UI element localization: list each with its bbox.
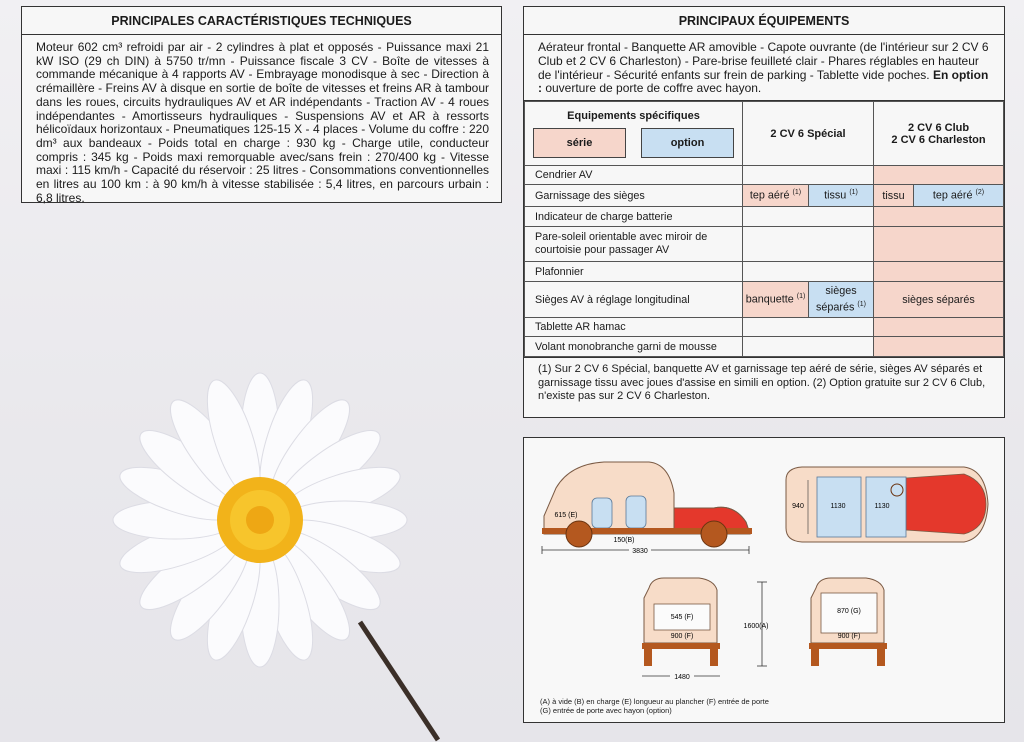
- row-label: Cendrier AV: [525, 166, 743, 185]
- row-label: Pare-soleil orientable avec miroir de courtoisie pour passager AV: [525, 227, 743, 262]
- equipment-footnotes: (1) Sur 2 CV 6 Spécial, banquette AV et garnissage tep aéré de série, sièges AV séparés et garnissage tissu avec joues d'assise en simili en option. (2) Option gratuite sur 2 CV 6 Club, n'existe pas sur 2 CV 6 Charleston.: [524, 357, 1004, 404]
- cell-special: [743, 207, 874, 227]
- cell-club-serie: sièges séparés: [874, 282, 1004, 318]
- table-row: [525, 227, 1004, 262]
- daisy-flower-illustration: [70, 340, 440, 742]
- dim-e: 615 (E): [554, 512, 578, 519]
- row-label: Garnissage des sièges: [525, 185, 743, 207]
- car-side-view: [542, 462, 752, 555]
- dim-length: 3830: [632, 548, 648, 555]
- cell-special: [743, 166, 874, 185]
- cell-special-option: tissu $^{(1)}$: [809, 185, 874, 207]
- col-header-charleston: 2 CV 6 Charleston: [891, 133, 986, 146]
- row-label: Sièges AV à réglage longitudinal: [525, 282, 743, 318]
- cell-club: [874, 337, 1004, 357]
- cell-special: [743, 227, 874, 262]
- equip-intro-text: [524, 35, 1004, 101]
- serie-swatch: série: [533, 128, 626, 158]
- dim-940: 940: [792, 503, 804, 510]
- cell-club: [874, 262, 1004, 282]
- cell-special-option: sièges séparés $^{(1)}$: [809, 282, 874, 318]
- equip-intro-body: Aérateur frontal - Banquette AR amovible - Capote ouvrante (de l'intérieur sur 2 CV 6 Club et 2 CV 6 Charleston) - Pare-brise feuilleté clair - Phares réglables en hauteur de l'intérieur - Sécurité enfants sur frein de parking - Tablette vide poches.: [538, 40, 989, 82]
- row-label: Tablette AR hamac: [525, 318, 743, 337]
- diagram-legend: [540, 697, 769, 715]
- row-label: Volant monobranche garni de mousse: [525, 337, 743, 357]
- dim-870: 870 (G): [837, 608, 861, 615]
- cell-club: [874, 207, 1004, 227]
- col-header-club-charleston: [874, 102, 1004, 166]
- car-top-view: [786, 467, 988, 542]
- legend-title: Equipements spécifiques: [567, 109, 700, 122]
- equip-title: PRINCIPAUX ÉQUIPEMENTS: [524, 7, 1004, 35]
- legend-cell: [525, 102, 743, 166]
- option-label: En option :: [538, 67, 989, 96]
- col-header-club: 2 CV 6 Club: [907, 121, 970, 134]
- diagram-legend-line-2: (G) entrée de porte avec hayon (option): [540, 706, 672, 715]
- option-text: ouverture de porte de coffre avec hayon.: [542, 81, 762, 96]
- cell-club: [874, 166, 1004, 185]
- dim-1130-a: 1130: [830, 503, 846, 510]
- option-swatch: option: [641, 128, 734, 158]
- table-row: [525, 337, 1004, 357]
- dimensions-diagram-panel: [523, 437, 1005, 723]
- cell-special-serie: banquette $^{(1)}$: [743, 282, 809, 318]
- table-header-row: [525, 102, 1004, 166]
- car-rear-view-right: [809, 578, 887, 666]
- table-row: [525, 207, 1004, 227]
- table-row: [525, 282, 1004, 318]
- row-label: Plafonnier: [525, 262, 743, 282]
- tech-title: PRINCIPALES CARACTÉRISTIQUES TECHNIQUES: [22, 7, 501, 35]
- height-dimension: [744, 582, 769, 666]
- row-label: Indicateur de charge batterie: [525, 207, 743, 227]
- diagram-legend-line-1: (A) à vide (B) en charge (E) longueur au plancher (F) entrée de porte: [540, 697, 769, 706]
- dim-1600: 1600(A): [743, 623, 769, 630]
- cell-club: [874, 318, 1004, 337]
- dim-900-b: 900 (F): [837, 633, 861, 640]
- table-row: [525, 262, 1004, 282]
- dim-545: 545 (F): [670, 614, 694, 621]
- technical-specs-panel: [21, 6, 502, 203]
- col-header-special: 2 CV 6 Spécial: [743, 102, 874, 166]
- table-row: [525, 318, 1004, 337]
- equipment-panel: [523, 6, 1005, 418]
- dim-900-a: 900 (F): [670, 633, 694, 640]
- cell-special: [743, 262, 874, 282]
- cell-club: [874, 227, 1004, 262]
- car-rear-view-left: [642, 578, 720, 681]
- dim-b: 150(B): [613, 537, 635, 544]
- cell-special-serie: tep aéré $^{(1)}$: [743, 185, 809, 207]
- equipment-table: [524, 101, 1004, 357]
- dim-1480: 1480: [674, 674, 690, 681]
- cell-special: [743, 318, 874, 337]
- table-row: [525, 166, 1004, 185]
- cell-club-serie: tissu: [874, 185, 914, 207]
- dim-1130-b: 1130: [874, 503, 890, 510]
- tech-body-text: Moteur 602 cm³ refroidi par air - 2 cylindres à plat et opposés - Puissance maxi 21 kW ISO (29 ch DIN) à 5750 tr/mn - Puissance fiscale 3 CV - Boîte de vitesses à commande mécanique à 4 rapports AV - Embrayage monodisque à sec - Direction à crémaillère - Freins AV à disque en sortie de boîte de vitesses et freins AR à tambour dans les roues, circuits hydrauliques AV et AR indépendants - Traction AV - 4 roues indépendantes - Amortisseurs hydrauliques - Suspensions AV et AR à ressorts hélicoïdaux horizontaux - Pneumatiques 125-15 X - 4 places - Volume du coffre : 220 dm³ aux bandeaux - Poids total en charge : 930 kg - Charge utile, conducteur compris : 345 kg - Poids maxi remorquable avec/sans frein : 270/400 kg - Vitesse maxi : 115 km/h - Capacité du réservoir : 25 litres - Consommations conventionnelles en litres au 100 km : à 90 km/h à vitesse stabilisée : 5,4 litres, en parcours urbain : 6,8 litres.: [36, 40, 489, 205]
- cell-special: [743, 337, 874, 357]
- cell-club-option: tep aéré $^{(2)}$: [914, 185, 1004, 207]
- table-row: [525, 185, 1004, 207]
